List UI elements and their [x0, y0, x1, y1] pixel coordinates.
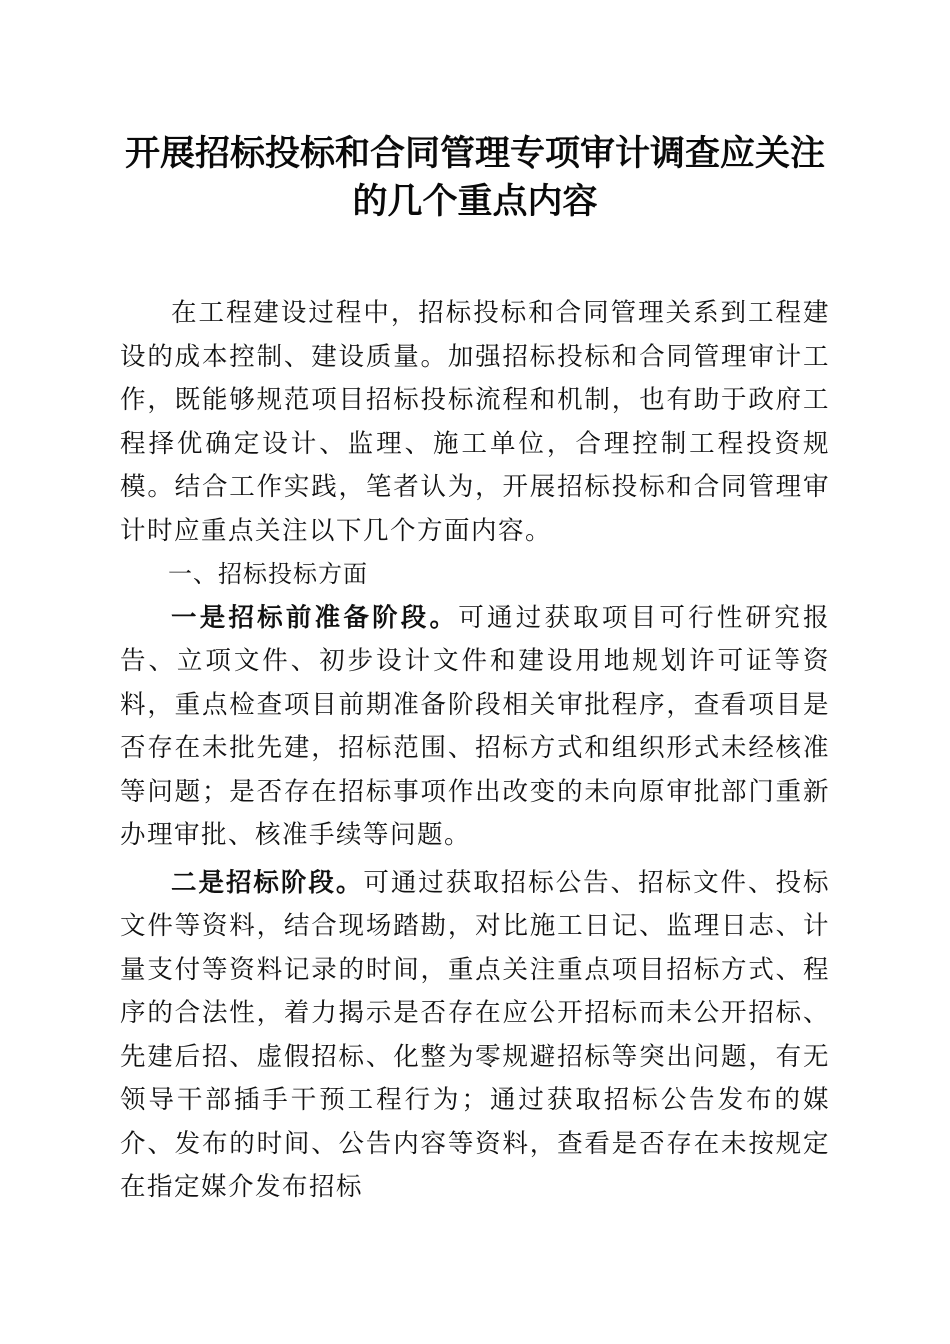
paragraph-bidding-stage — [120, 862, 830, 1210]
paragraph-text: 可通过获取项目可行性研究报告、立项文件、初步设计文件和建设用地规划许可证等资料，重点检查项目前期准备阶段相关审批程序，查看项目是否存在未批先建，招标范围、招标方式和组织形式未经核准等问题；是否存在招标事项作出改变的未向原审批部门重新办理审批、核准手续等问题。 — [120, 602, 830, 850]
paragraph-pre-bidding — [120, 597, 830, 858]
document-title — [120, 130, 830, 226]
document-body — [120, 292, 830, 1210]
title-line-2: 的几个重点内容 — [352, 181, 598, 222]
title-line-1: 开展招标投标和合同管理专项审计调查应关注 — [124, 133, 825, 174]
document-page — [120, 130, 830, 1210]
section-heading-bidding: 一、招标投标方面 — [168, 560, 368, 588]
paragraph-text: 可通过获取招标公告、招标文件、投标文件等资料，结合现场踏勘，对比施工日记、监理日志、计量支付等资料记录的时间，重点关注重点项目招标方式、程序的合法性，着力揭示是否存在应公开招标而未公开招标、先建后招、虚假招标、化整为零规避招标等突出问题，有无领导干部插手干预工程行为；通过获取招标公告发布的媒介、发布的时间、公告内容等资料，查看是否存在未按规定在指定媒介发布招标 — [120, 867, 830, 1202]
paragraph-lead: 二是招标阶段。 — [171, 867, 364, 898]
paragraph-lead: 一是招标前准备阶段。 — [171, 602, 459, 633]
intro-paragraph: 在工程建设过程中，招标投标和合同管理关系到工程建设的成本控制、建设质量。加强招标投标和合同管理审计工作，既能够规范项目招标投标流程和机制，也有助于政府工程择优确定设计、监理、施工单位，合理控制工程投资规模。结合工作实践，笔者认为，开展招标投标和合同管理审计时应重点关注以下几个方面内容。 — [120, 298, 830, 546]
